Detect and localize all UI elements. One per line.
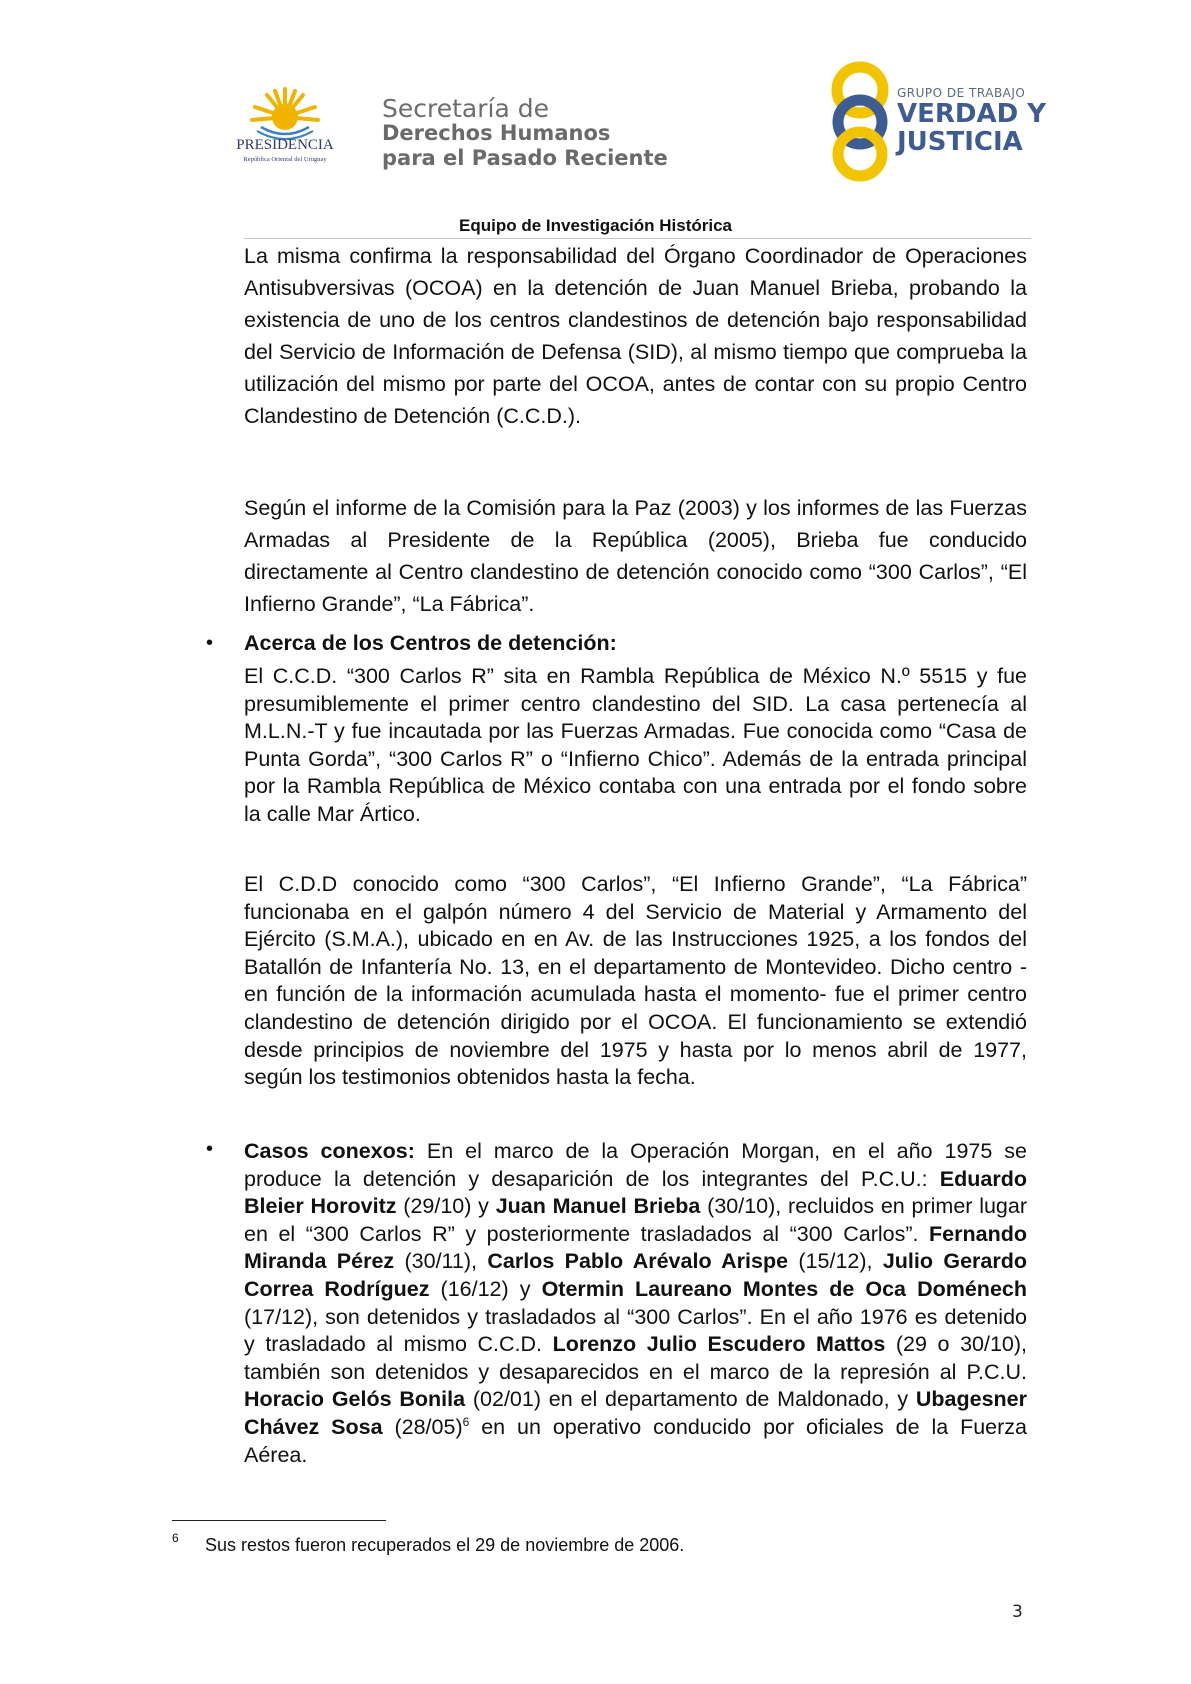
casos-text: En el marco de la Operación Morgan, en el año 1975 se produce la detención y desaparición de los integrantes del P.C.U.: <box>244 1139 1027 1191</box>
paragraph-300-carlos: El C.D.D conocido como “300 Carlos”, “El Infierno Grande”, “La Fábrica” funcionaba en el galpón número 4 del Servicio de Material y Armamento del Ejército (S.M.A.), ubicado en en Av. de las Instrucciones 1925, a los fondos del Batallón de Infantería No. 13, en el departamento de Montevideo. Dicho centro -en función de la información acumulada hasta el momento- fue el primer centro clandestino de detención dirigido por el OCOA. El funcionamiento se extendió desde principios de noviembre del 1975 y hasta por lo menos abril de 1977, según los testimonios obtenidos hasta la fecha. <box>244 872 1027 1090</box>
secretaria-line3: para el Pasado Reciente <box>382 146 668 170</box>
victim-name: Julio Gerardo Correa Rodríguez <box>244 1249 1027 1301</box>
victim-name: Ubagesner Chávez Sosa <box>244 1387 1027 1439</box>
casos-text: (29 o 30/10), también son detenidos y desaparecidos en el marco de la represión al P.C.U. <box>244 1332 1027 1384</box>
verdad-justicia-wordmark <box>897 86 1046 156</box>
casos-label: Casos conexos: <box>244 1139 415 1163</box>
grupo-line3: JUSTICIA <box>897 127 1023 157</box>
bullet-centros: • <box>206 632 214 654</box>
sun-icon <box>252 89 318 139</box>
victim-name: Juan Manuel Brieba <box>495 1194 701 1219</box>
victim-name: Otermin Laureano Montes de Oca Doménech <box>541 1276 1027 1301</box>
secretaria-line1: Secretaría de <box>382 94 549 123</box>
secretaria-line2: Derechos Humanos <box>382 121 611 145</box>
paragraph-ocoa: La misma confirma la responsabilidad del Órgano Coordinador de Operaciones Antisubversivas (OCOA) en la detención de Juan Manuel Brieba, probando la existencia de uno de los centros clandestinos de detención bajo responsabilidad del Servicio de Información de Defensa (SID), al mismo tiempo que comprueba la utilización del mismo por parte del OCOA, antes de contar con su propio Centro Clandestino de Detención (C.C.D.). <box>244 244 1027 428</box>
presidencia-logo <box>205 85 365 170</box>
casos-text: (29/10) y <box>396 1194 496 1219</box>
presidencia-sublabel: República Oriental del Uruguay <box>243 156 327 163</box>
grupo-line2: VERDAD Y <box>897 99 1047 129</box>
victim-name: Fernando Miranda Pérez <box>244 1221 1027 1274</box>
grupo-line1: GRUPO DE TRABAJO <box>897 86 1026 100</box>
footnote-ref[interactable]: 6 <box>462 1414 470 1429</box>
linked-rings-icon <box>837 67 883 176</box>
team-header: Equipo de Investigación Histórica <box>459 216 732 235</box>
paragraph-300-carlos-r: El C.C.D. “300 Carlos R” sita en Rambla República de México N.º 5515 y fue presumiblemente el primer centro clandestino del SID. La casa pertenecía al M.L.N.-T y fue incautada por las Fuerzas Armadas. Fue conocida como “Casa de Punta Gorda”, “300 Carlos R” o “Infierno Chico”. Además de la entrada principal por la Rambla República de México contaba con una entrada por el fondo sobre la calle Mar Ártico. <box>244 664 1027 826</box>
bullet-casos: • <box>206 1138 214 1160</box>
header-rule <box>244 238 1031 239</box>
footnote-rule <box>172 1520 386 1521</box>
victim-name: Eduardo Bleier Horovitz <box>244 1166 1027 1219</box>
heading-centros: Acerca de los Centros de detención: <box>244 631 617 655</box>
footnote-text: Sus restos fueron recuperados el 29 de noviembre de 2006. <box>205 1535 685 1555</box>
casos-text: (02/01) en el departamento de Maldonado, y <box>465 1387 916 1412</box>
secretaria-title <box>382 96 668 171</box>
presidencia-label: PRESIDENCIA <box>236 137 334 153</box>
victim-name: Carlos Pablo Arévalo Arispe <box>487 1249 789 1274</box>
paragraph-comision: Según el informe de la Comisión para la Paz (2003) y los informes de las Fuerzas Armadas al Presidente de la República (2005), Brieba fue conducido directamente al Centro clandestino de detención conocido como “300 Carlos”, “El Infierno Grande”, “La Fábrica”. <box>244 496 1027 616</box>
footnote-number: 6 <box>172 1531 179 1545</box>
casos-text: en un operativo conducido por oficiales de la Fuerza Aérea. <box>244 1414 1027 1467</box>
casos-text: (30/11), <box>394 1249 488 1274</box>
victim-name: Horacio Gelós Bonila <box>244 1387 466 1412</box>
casos-text: (30/10), recluidos en primer lugar en el “300 Carlos R” y posteriormente trasladados al “300 Carlos”. <box>244 1194 1028 1246</box>
page-number: 3 <box>1012 1602 1023 1622</box>
casos-text: (28/05) <box>382 1414 463 1439</box>
casos-text: (15/12), <box>788 1249 883 1274</box>
paragraph-casos-conexos <box>244 1138 1027 1469</box>
casos-text: (16/12) y <box>429 1276 542 1301</box>
victim-name: Lorenzo Julio Escudero Mattos <box>552 1332 886 1357</box>
casos-text: (17/12), son detenidos y trasladados al “300 Carlos”. En el año 1976 es detenido y trasladado al mismo C.C.D. <box>244 1304 1027 1357</box>
